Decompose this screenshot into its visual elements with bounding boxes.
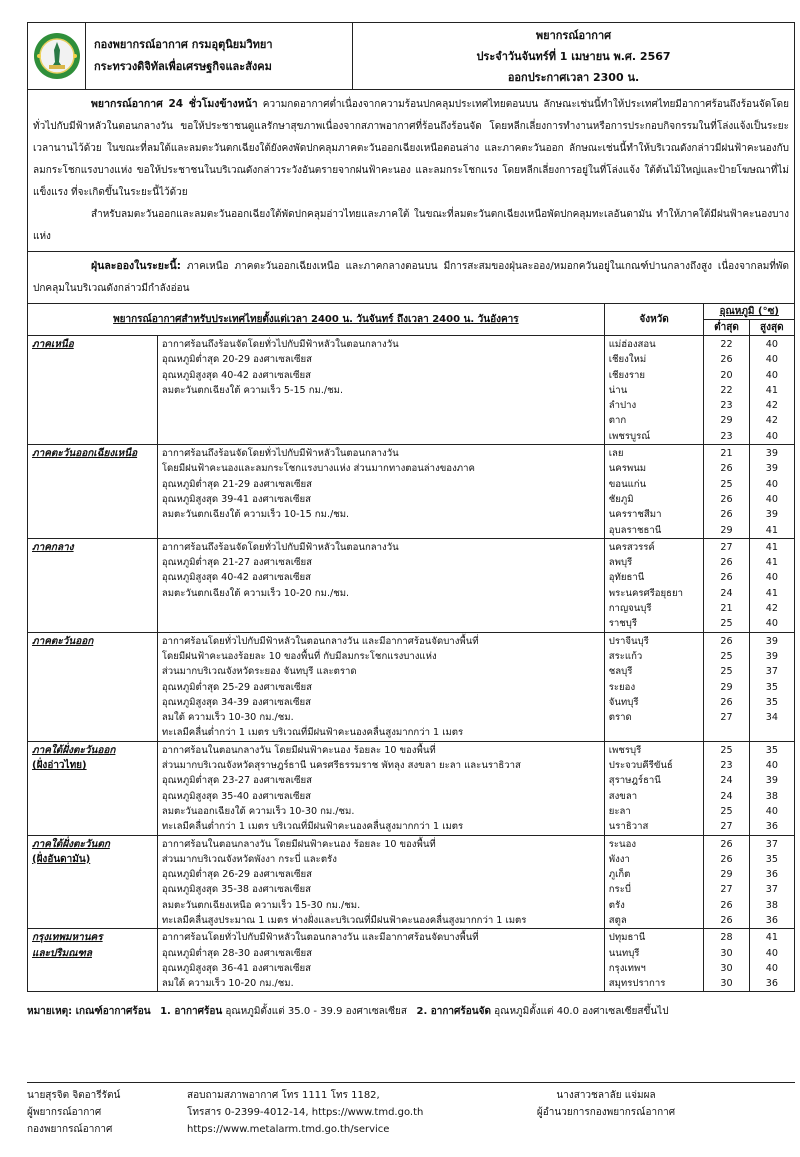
forecaster-dept: กองพยากรณ์อากาศ [27,1124,113,1135]
region-desc-line: ทะเลมีคลื่นต่ำกว่า 1 เมตร บริเวณที่มีฝนฟ้าคะนองคลื่นสูงมากกว่า 1 เมตร [161,727,464,739]
province-max-temp: 39 [765,463,778,475]
province-max-temp: 39 [765,635,778,647]
director-role: ผู้อำนวยการกองพยากรณ์อากาศ [536,1107,676,1118]
region-subtitle: (ฝั่งอ่าวไทย) [32,760,87,772]
forecast-24h-label: พยากรณ์อากาศ 24 ชั่วโมงข้างหน้า [91,98,258,110]
min-temp-list [704,741,749,835]
min-temp-list [704,445,749,539]
region-desc-line: ลมใต้ ความเร็ว 10-30 กม./ชม. [161,712,294,724]
document-date: ประจำวันจันทร์ที่ 1 เมษายน พ.ศ. 2567 [476,49,671,63]
province-name: ประจวบคีรีขันธ์ [608,760,673,772]
region-desc-line: ส่วนมากบริเวณจังหวัดระยอง จันทบุรี และตราด [161,666,357,678]
province-min-temp: 25 [720,618,733,630]
forecaster-role: ผู้พยากรณ์อากาศ [27,1107,102,1118]
province-list [604,835,704,929]
region-desc-line: อุณหภูมิสูงสุด 36-41 องศาเซลเซียส [161,962,311,974]
province-max-temp: 42 [765,603,778,615]
max-temp-list [749,741,794,835]
province-min-temp: 24 [720,587,733,599]
region-description [157,741,604,835]
province-list [604,445,704,539]
region-desc-line: อุณหภูมิต่ำสุด 20-29 องศาเซลเซียส [161,354,313,366]
region-desc-line: ทะเลมีคลื่นต่ำกว่า 1 เมตร บริเวณที่มีฝนฟ้าคะนองคลื่นสูงมากกว่า 1 เมตร [161,821,464,833]
province-list [604,538,704,632]
title-block [353,23,794,89]
min-temp-list [704,929,749,992]
province-min-temp: 20 [720,369,733,381]
province-min-temp: 25 [720,650,733,662]
province-name: ตาก [608,415,627,427]
note-item2-text: อุณหภูมิตั้งแต่ 40.0 องศาเซลเซียสขึ้นไป [494,1006,669,1018]
region-row [28,929,795,992]
province-max-temp: 42 [765,400,778,412]
province-max-temp: 37 [765,666,778,678]
forecast-document [27,22,795,1019]
province-max-temp: 41 [765,557,778,569]
province-max-temp: 40 [765,760,778,772]
region-name-cell [28,929,158,992]
province-min-temp: 26 [720,557,733,569]
note-item1-label: 1. อากาศร้อน [160,1006,223,1018]
province-min-temp: 26 [720,696,733,708]
min-temp-list [704,835,749,929]
region-desc-line: อุณหภูมิต่ำสุด 25-29 องศาเซลเซียส [161,681,313,693]
province-name: ชัยภูมิ [608,493,634,505]
document-title: พยากรณ์อากาศ [535,28,612,42]
province-min-temp: 25 [720,666,733,678]
province-min-temp: 26 [720,853,733,865]
province-max-temp: 35 [765,744,778,756]
region-desc-line: ลมใต้ ความเร็ว 10-20 กม./ชม. [161,978,294,990]
region-name: กรุงเทพมหานคร [32,932,103,944]
region-desc-line: ลมตะวันตกเฉียงใต้ ความเร็ว 5-15 กม./ชม. [161,384,344,396]
province-max-temp: 41 [765,541,778,553]
province-min-temp: 25 [720,744,733,756]
col-min-header: ต่ำสุด [704,320,749,336]
region-row [28,538,795,632]
province-max-temp: 40 [765,618,778,630]
province-name: เชียงราย [608,369,646,381]
region-description [157,336,604,445]
province-min-temp: 22 [720,339,733,350]
province-name: เพชรบุรี [608,744,642,756]
province-min-temp: 23 [720,760,733,772]
dust-text: ภาคเหนือ ภาคตะวันออกเฉียงเหนือ และภาคกลางตอนบน มีการสะสมของฝุ่นละออง/หมอกควันอยู่ในเกณฑ์ปานกลางถึงสูง เนื่องจากลมที่พัดปกคลุมในบริเวณดังกล่าวมีกำลังอ่อน [33,261,789,294]
region-desc-line: อุณหภูมิสูงสุด 34-39 องศาเซลเซียส [161,696,311,708]
province-min-temp: 27 [720,541,733,553]
region-desc-line: อุณหภูมิสูงสุด 39-41 องศาเซลเซียส [161,493,311,505]
region-name-cell [28,445,158,539]
regional-forecast-table [27,304,795,992]
dust-section [27,252,795,304]
issued-time: ออกประกาศเวลา 2300 น. [507,70,640,84]
province-min-temp: 21 [720,448,733,460]
max-temp-list [749,632,794,741]
region-desc-line: อากาศร้อนในตอนกลางวัน โดยมีฝนฟ้าคะนอง ร้อยละ 10 ของพื้นที่ [161,744,436,756]
region-name-cell [28,336,158,445]
region-description [157,835,604,929]
province-name: สมุทรปราการ [608,978,666,990]
forecast-24h-paragraph-2: สำหรับลมตะวันออกและลมตะวันออกเฉียงใต้พัดปกคลุมอ่าวไทยและภาคใต้ ในขณะที่ลมตะวันตกเฉียงเหนือพัดปกคลุมทะเลอันดามัน ทำให้ภาคใต้มีฝนฟ้าคะนองบางแห่ง [33,209,789,242]
director-signature [477,1087,795,1138]
max-temp-list [749,835,794,929]
province-max-temp: 41 [765,384,778,396]
province-name: นครราชสีมา [608,509,662,521]
province-max-temp: 40 [765,478,778,490]
region-desc-line: อุณหภูมิต่ำสุด 21-27 องศาเซลเซียส [161,557,313,569]
logo-cell [28,23,86,89]
province-name: ชลบุรี [608,666,633,678]
province-min-temp: 29 [720,869,733,881]
province-max-temp: 41 [765,524,778,536]
region-desc-line: ส่วนมากบริเวณจังหวัดพังงา กระบี่ และตรัง [161,853,337,865]
province-name: นครพนม [608,463,647,475]
forecast-24h-paragraph-1: ความกดอากาศต่ำเนื่องจากความร้อนปกคลุมประเทศไทยตอนบน ลักษณะเช่นนี้ทำให้ประเทศไทยมีอากาศร้อนถึงร้อนจัดโดยทั่วไปกับมีฟ้าหลัวในตอนกลางวัน ขอให้ประชาชนดูแลรักษาสุขภาพเนื่องจากสภาพอากาศที่ร้อนถึงร้อนจัด โดยหลีกเลี่ยงการทำงานหรือการประกอบกิจกรรมในที่โล่งแจ้งเป็นระยะเวลานานไว้ด้วย ในขณะที่ลมใต้และลมตะวันตกเฉียงใต้ยังคงพัดปกคลุมภาคตะวันออกเฉียงเหนือตอนล่าง และภาคตะวันออก ลักษณะเช่นนี้ทำให้บริเวณดังกล่าวมีฝนฟ้าคะนองกับลมกระโชกแรงบางแห่ง ขอให้ประชาชนในบริเวณดังกล่าวระวังอันตรายจากฝนฟ้าคะนอง และลมกระโชกแรง โดยหลีกเลี่ยงการอยู่ในที่โล่งแจ้ง ใต้ต้นไม้ใหญ่และป้ายโฆษณาที่ไม่แข็งแรง ที่จะเกิดขึ้นในระยะนี้ไว้ด้วย [33,99,789,198]
note-item1-text: อุณหภูมิตั้งแต่ 35.0 - 39.9 องศาเซลเซียส [225,1006,407,1018]
province-name: ปราจีนบุรี [608,635,649,647]
region-desc-line: อุณหภูมิต่ำสุด 28-30 องศาเซลเซียส [161,947,313,959]
organization-block [86,23,353,89]
province-max-temp: 36 [765,869,778,881]
province-min-temp: 27 [720,712,733,724]
contact-service-link[interactable]: https://www.metalarm.tmd.go.th/service [187,1124,390,1135]
region-description [157,632,604,741]
region-desc-line: อุณหภูมิต่ำสุด 23-27 องศาเซลเซียส [161,775,313,787]
province-min-temp: 30 [720,947,733,959]
province-name: พระนครศรีอยุธยา [608,587,683,599]
province-min-temp: 27 [720,821,733,833]
regions-body [28,336,795,992]
province-min-temp: 26 [720,899,733,911]
province-min-temp: 30 [720,962,733,974]
min-temp-list [704,632,749,741]
province-name: นนทบุรี [608,947,640,959]
province-name: ยะลา [608,805,631,817]
region-desc-line: ส่วนมากบริเวณจังหวัดสุราษฎร์ธานี นครศรีธรรมราช พัทลุง สงขลา ยะลา และนราธิวาส [161,760,521,772]
province-min-temp: 25 [720,805,733,817]
province-max-temp: 40 [765,572,778,584]
dust-label: ฝุ่นละอองในระยะนี้: [91,260,181,272]
min-temp-list [704,538,749,632]
province-max-temp: 36 [765,914,778,926]
region-row [28,336,795,445]
region-name: ภาคตะวันออก [32,635,94,647]
province-min-temp: 23 [720,400,733,412]
region-name-cell [28,632,158,741]
region-name-cell [28,835,158,929]
region-subtitle: (ฝั่งอันดามัน) [32,853,91,865]
province-min-temp: 29 [720,524,733,536]
col-province-header: จังหวัด [604,304,704,336]
document-footer [27,1082,795,1138]
province-name: จันทบุรี [608,696,639,708]
province-max-temp: 40 [765,947,778,959]
region-desc-line: อุณหภูมิสูงสุด 40-42 องศาเซลเซียส [161,572,311,584]
province-name: สงขลา [608,790,638,802]
province-max-temp: 35 [765,696,778,708]
region-name: ภาคเหนือ [32,339,74,350]
region-desc-line: อุณหภูมิสูงสุด 35-40 องศาเซลเซียส [161,790,311,802]
province-name: ระยอง [608,681,636,693]
region-desc-line: ทะเลมีคลื่นสูงประมาณ 1 เมตร ห่างฝั่งและบริเวณที่มีฝนฟ้าคะนองคลื่นสูงมากกว่า 1 เมตร [161,914,527,926]
province-max-temp: 34 [765,712,778,724]
province-name: กรุงเทพฯ [608,962,646,974]
province-name: น่าน [608,384,628,396]
province-name: สุราษฎร์ธานี [608,775,661,787]
province-name: ตรัง [608,899,625,911]
max-temp-list [749,445,794,539]
province-name: ระนอง [608,838,637,850]
province-max-temp: 39 [765,775,778,787]
province-name: แม่ฮ่องสอน [608,339,656,350]
contact-info [187,1087,477,1138]
region-row [28,632,795,741]
province-min-temp: 24 [720,775,733,787]
region-name-line2: และปริมณฑล [32,947,92,959]
contact-phone: สอบถามสภาพอากาศ โทร 1111 โทร 1182, [187,1090,380,1101]
province-max-temp: 41 [765,932,778,944]
province-min-temp: 24 [720,790,733,802]
province-max-temp: 40 [765,354,778,366]
province-min-temp: 23 [720,430,733,442]
region-name: ภาคกลาง [32,541,74,553]
province-max-temp: 36 [765,978,778,990]
max-temp-list [749,336,794,445]
province-max-temp: 38 [765,899,778,911]
province-name: เลย [608,448,624,460]
province-name: ปทุมธานี [608,932,646,944]
province-name: กาญจนบุรี [608,603,652,615]
region-description [157,538,604,632]
region-desc-line: อุณหภูมิต่ำสุด 21-29 องศาเซลเซียส [161,478,313,490]
region-description [157,929,604,992]
tmd-emblem-logo-icon [33,32,81,80]
province-min-temp: 29 [720,415,733,427]
director-name: นางสาวชลาลัย แจ่มผล [556,1090,656,1101]
region-name: ภาคใต้ฝั่งตะวันออก [32,744,116,756]
province-name: เชียงใหม่ [608,354,647,366]
province-max-temp: 40 [765,962,778,974]
region-desc-line: อุณหภูมิสูงสุด 35-38 องศาเซลเซียส [161,884,311,896]
region-desc-line: อุณหภูมิสูงสุด 40-42 องศาเซลเซียส [161,369,311,381]
province-max-temp: 39 [765,509,778,521]
region-desc-line: ลมตะวันออกเฉียงใต้ ความเร็ว 10-30 กม./ชม. [161,805,355,817]
region-name: ภาคตะวันออกเฉียงเหนือ [32,448,138,460]
province-name: ราชบุรี [608,618,638,630]
contact-fax-web[interactable]: โทรสาร 0-2399-4012-14, https://www.tmd.go.th [187,1107,424,1118]
province-max-temp: 40 [765,369,778,381]
province-max-temp: 36 [765,821,778,833]
province-name: สระแก้ว [608,650,643,662]
region-description [157,445,604,539]
province-min-temp: 28 [720,932,733,944]
province-list [604,929,704,992]
forecaster-name: นายสุรจิต จิตอารีรัตน์ [27,1090,121,1101]
max-temp-list [749,929,794,992]
province-max-temp: 39 [765,448,778,460]
region-row [28,741,795,835]
province-name: ตราด [608,712,632,724]
document-header [27,22,795,90]
province-max-temp: 39 [765,650,778,662]
province-name: กระบี่ [608,884,631,896]
max-temp-list [749,538,794,632]
region-desc-line: โดยมีฝนฟ้าคะนองและลมกระโชกแรงบางแห่ง ส่วนมากทางตอนล่างของภาค [161,463,475,475]
province-min-temp: 26 [720,572,733,584]
province-min-temp: 29 [720,681,733,693]
region-row [28,445,795,539]
province-min-temp: 26 [720,493,733,505]
province-name: อุทัยธานี [608,572,645,584]
province-max-temp: 35 [765,853,778,865]
region-name-cell [28,538,158,632]
region-name: ภาคใต้ฝั่งตะวันตก [32,838,110,850]
note-label: หมายเหตุ: เกณฑ์อากาศร้อน [27,1006,151,1018]
note-item2-label: 2. อากาศร้อนจัด [416,1006,491,1018]
province-max-temp: 35 [765,681,778,693]
region-desc-line: อากาศร้อนโดยทั่วไปกับมีฟ้าหลัวในตอนกลางวัน และมีอากาศร้อนจัดบางพื้นที่ [161,635,479,647]
province-min-temp: 26 [720,838,733,850]
province-max-temp: 37 [765,838,778,850]
province-max-temp: 40 [765,339,778,350]
province-min-temp: 26 [720,354,733,366]
region-name-cell [28,741,158,835]
region-desc-line: ลมตะวันตกเฉียงใต้ ความเร็ว 10-15 กม./ชม. [161,509,350,521]
org-line-2: กระทรวงดิจิทัลเพื่อเศรษฐกิจและสังคม [94,60,272,73]
province-min-temp: 21 [720,603,733,615]
province-max-temp: 37 [765,884,778,896]
forecaster-signature [27,1087,187,1138]
province-max-temp: 38 [765,790,778,802]
province-list [604,632,704,741]
province-max-temp: 40 [765,430,778,442]
region-desc-line: อากาศร้อนโดยทั่วไปกับมีฟ้าหลัวในตอนกลางวัน และมีอากาศร้อนจัดบางพื้นที่ [161,932,479,944]
province-min-temp: 26 [720,509,733,521]
region-desc-line: โดยมีฝนฟ้าคะนองร้อยละ 10 ของพื้นที่ กับมีลมกระโชกแรงบางแห่ง [161,650,437,662]
col-max-header: สูงสุด [749,320,794,336]
province-name: อุบลราชธานี [608,524,662,536]
region-desc-line: อากาศร้อนถึงร้อนจัดโดยทั่วไปกับมีฟ้าหลัวในตอนกลางวัน [161,541,399,553]
region-desc-line: อากาศร้อนถึงร้อนจัดโดยทั่วไปกับมีฟ้าหลัวในตอนกลางวัน [161,448,399,460]
region-desc-line: อากาศร้อนถึงร้อนจัดโดยทั่วไปกับมีฟ้าหลัวในตอนกลางวัน [161,339,399,350]
province-name: นครสวรรค์ [608,541,655,553]
province-min-temp: 26 [720,914,733,926]
province-name: นราธิวาส [608,821,649,833]
region-desc-line: อากาศร้อนในตอนกลางวัน โดยมีฝนฟ้าคะนอง ร้อยละ 10 ของพื้นที่ [161,838,436,850]
province-name: ภูเก็ต [608,869,631,881]
province-min-temp: 30 [720,978,733,990]
province-name: เพชรบูรณ์ [608,430,651,442]
forecast-24h-section [27,90,795,252]
heat-criteria-note [27,1004,795,1019]
province-name: ลำปาง [608,400,637,412]
min-temp-list [704,336,749,445]
province-list [604,741,704,835]
col-temp-header: อุณหภูมิ (°ซ) [704,304,795,320]
province-min-temp: 27 [720,884,733,896]
province-name: ลพบุรี [608,557,633,569]
province-max-temp: 41 [765,587,778,599]
province-list [604,336,704,445]
province-min-temp: 26 [720,635,733,647]
province-max-temp: 40 [765,493,778,505]
province-max-temp: 40 [765,805,778,817]
province-min-temp: 22 [720,384,733,396]
org-line-1: กองพยากรณ์อากาศ กรมอุตุนิยมวิทยา [94,38,273,51]
region-desc-line: ลมตะวันตกเฉียงเหนือ ความเร็ว 15-30 กม./ชม. [161,899,361,911]
region-desc-line: ลมตะวันตกเฉียงใต้ ความเร็ว 10-20 กม./ชม. [161,587,350,599]
province-max-temp: 42 [765,415,778,427]
province-name: ขอนแก่น [608,478,647,490]
province-min-temp: 25 [720,478,733,490]
province-name: สตูล [608,914,627,926]
table-header-title: พยากรณ์อากาศสำหรับประเทศไทยตั้งแต่เวลา 2400 น. วันจันทร์ ถึงเวลา 2400 น. วันอังคาร [28,304,605,336]
region-desc-line: อุณหภูมิต่ำสุด 26-29 องศาเซลเซียส [161,869,313,881]
province-name: พังงา [608,853,630,865]
region-row [28,835,795,929]
province-min-temp: 26 [720,463,733,475]
